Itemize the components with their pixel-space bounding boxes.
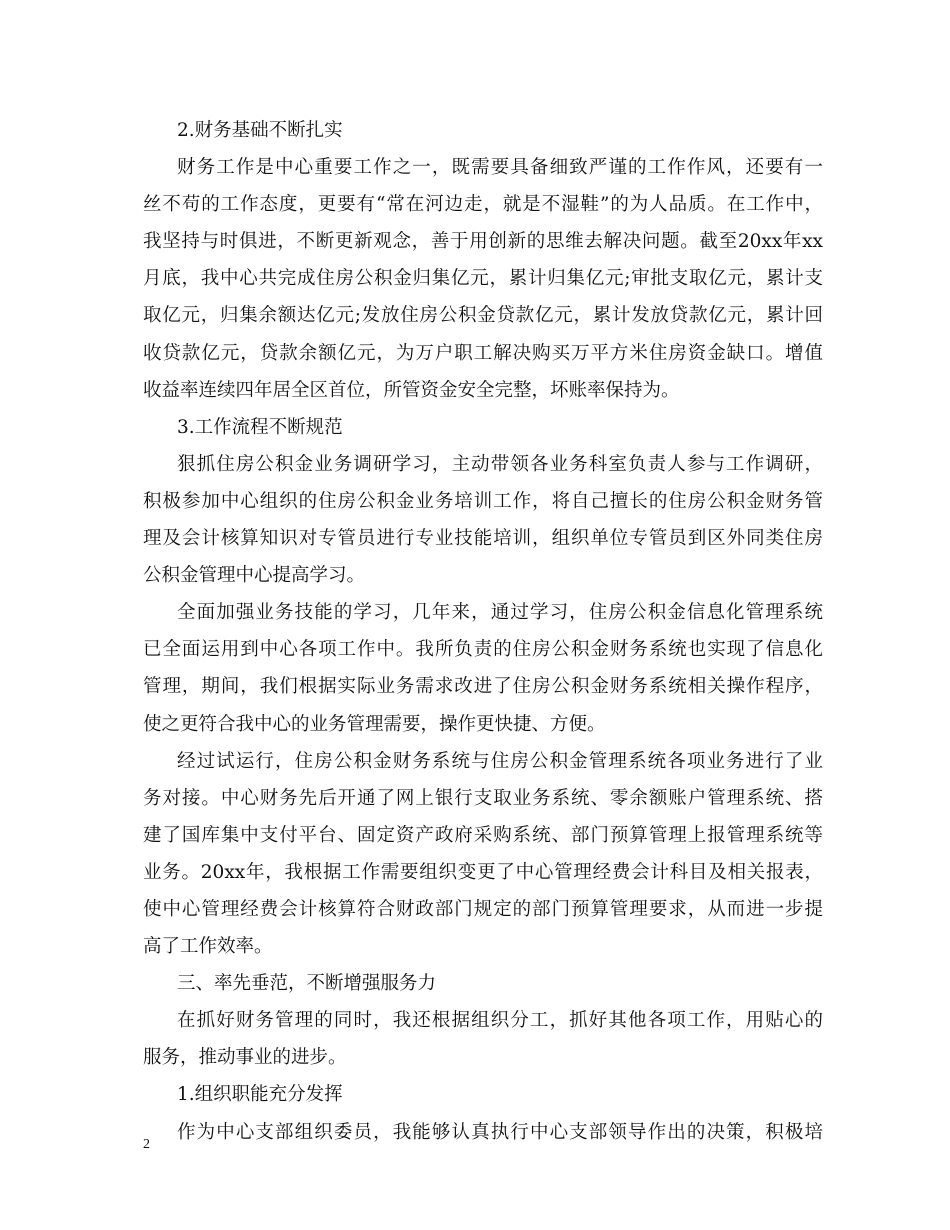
paragraph-line: 收益率连续四年居全区首位，所管资金安全完整，坏账率保持为。: [143, 379, 680, 401]
paragraph-line: 高了工作效率。: [143, 936, 273, 958]
body-text: [143, 112, 823, 1151]
paragraph-line: 财务工作是中心重要工作之一，既需要具备细致严谨的工作作风，还要有一: [177, 157, 823, 179]
paragraph-line: 收贷款亿元，贷款余额亿元，为万户职工解决购买万平方米住房资金缺口。增值: [143, 342, 823, 364]
paragraph-line: 业务。20xx年，我根据工作需要组织变更了中心管理经费会计科目及相关报表，: [143, 861, 823, 883]
paragraph-line: 我坚持与时俱进，不断更新观念，善于用创新的思维去解决问题。截至20xx年xx: [143, 231, 823, 253]
paragraph-line: 公积金管理中心提高学习。: [143, 565, 366, 587]
paragraph-line: 积极参加中心组织的住房公积金业务培训工作，将自己擅长的住房公积金财务管: [143, 490, 823, 512]
paragraph-line: 在抓好财务管理的同时，我还根据组织分工，抓好其他各项工作，用贴心的: [177, 1010, 823, 1032]
paragraph-line: 建了国库集中支付平台、固定资产政府采购系统、部门预算管理上报管理系统等: [143, 824, 823, 846]
paragraph-line: 丝不苟的工作态度，更要有“常在河边走，就是不湿鞋”的为人品质。在工作中，: [143, 194, 823, 216]
paragraph-line: 已全面运用到中心各项工作中。我所负责的住房公积金财务系统也实现了信息化: [143, 639, 823, 661]
section-heading: 2.财务基础不断扎实: [177, 120, 343, 141]
paragraph-line: 务对接。中心财务先后开通了网上银行支取业务系统、零余额账户管理系统、搭: [143, 787, 823, 809]
paragraph-line: 管理，期间，我们根据实际业务需求改进了住房公积金财务系统相关操作程序，: [143, 676, 823, 698]
paragraph-line: 狠抓住房公积金业务调研学习，主动带领各业务科室负责人参与工作调研，: [177, 453, 823, 475]
paragraph-line: 使之更符合我中心的业务管理需要，操作更快捷、方便。: [143, 713, 606, 735]
section-heading: 1.组织职能充分发挥: [177, 1084, 343, 1106]
paragraph-line: 理及会计核算知识对专管员进行专业技能培训，组织单位专管员到区外同类住房: [143, 528, 823, 550]
section-heading: 三、率先垂范，不断增强服务力: [177, 973, 437, 995]
paragraph-line: 经过试运行，住房公积金财务系统与住房公积金管理系统各项业务进行了业: [177, 750, 823, 772]
paragraph-line: 服务，推动事业的进步。: [143, 1047, 347, 1069]
paragraph-line: 全面加强业务技能的学习，几年来，通过学习，住房公积金信息化管理系统: [177, 602, 823, 624]
paragraph-line: 取亿元，归集余额达亿元;发放住房公积金贷款亿元，累计发放贷款亿元，累计回: [143, 305, 823, 327]
paragraph-line: 作为中心支部组织委员，我能够认真执行中心支部领导作出的决策，积极培: [177, 1121, 823, 1143]
paragraph-line: 月底，我中心共完成住房公积金归集亿元，累计归集亿元;审批支取亿元，累计支: [143, 268, 823, 290]
page-number: 2: [143, 1137, 150, 1152]
section-heading: 3.工作流程不断规范: [177, 416, 343, 438]
paragraph-line: 使中心管理经费会计核算符合财政部门规定的部门预算管理要求，从而进一步提: [143, 898, 823, 920]
